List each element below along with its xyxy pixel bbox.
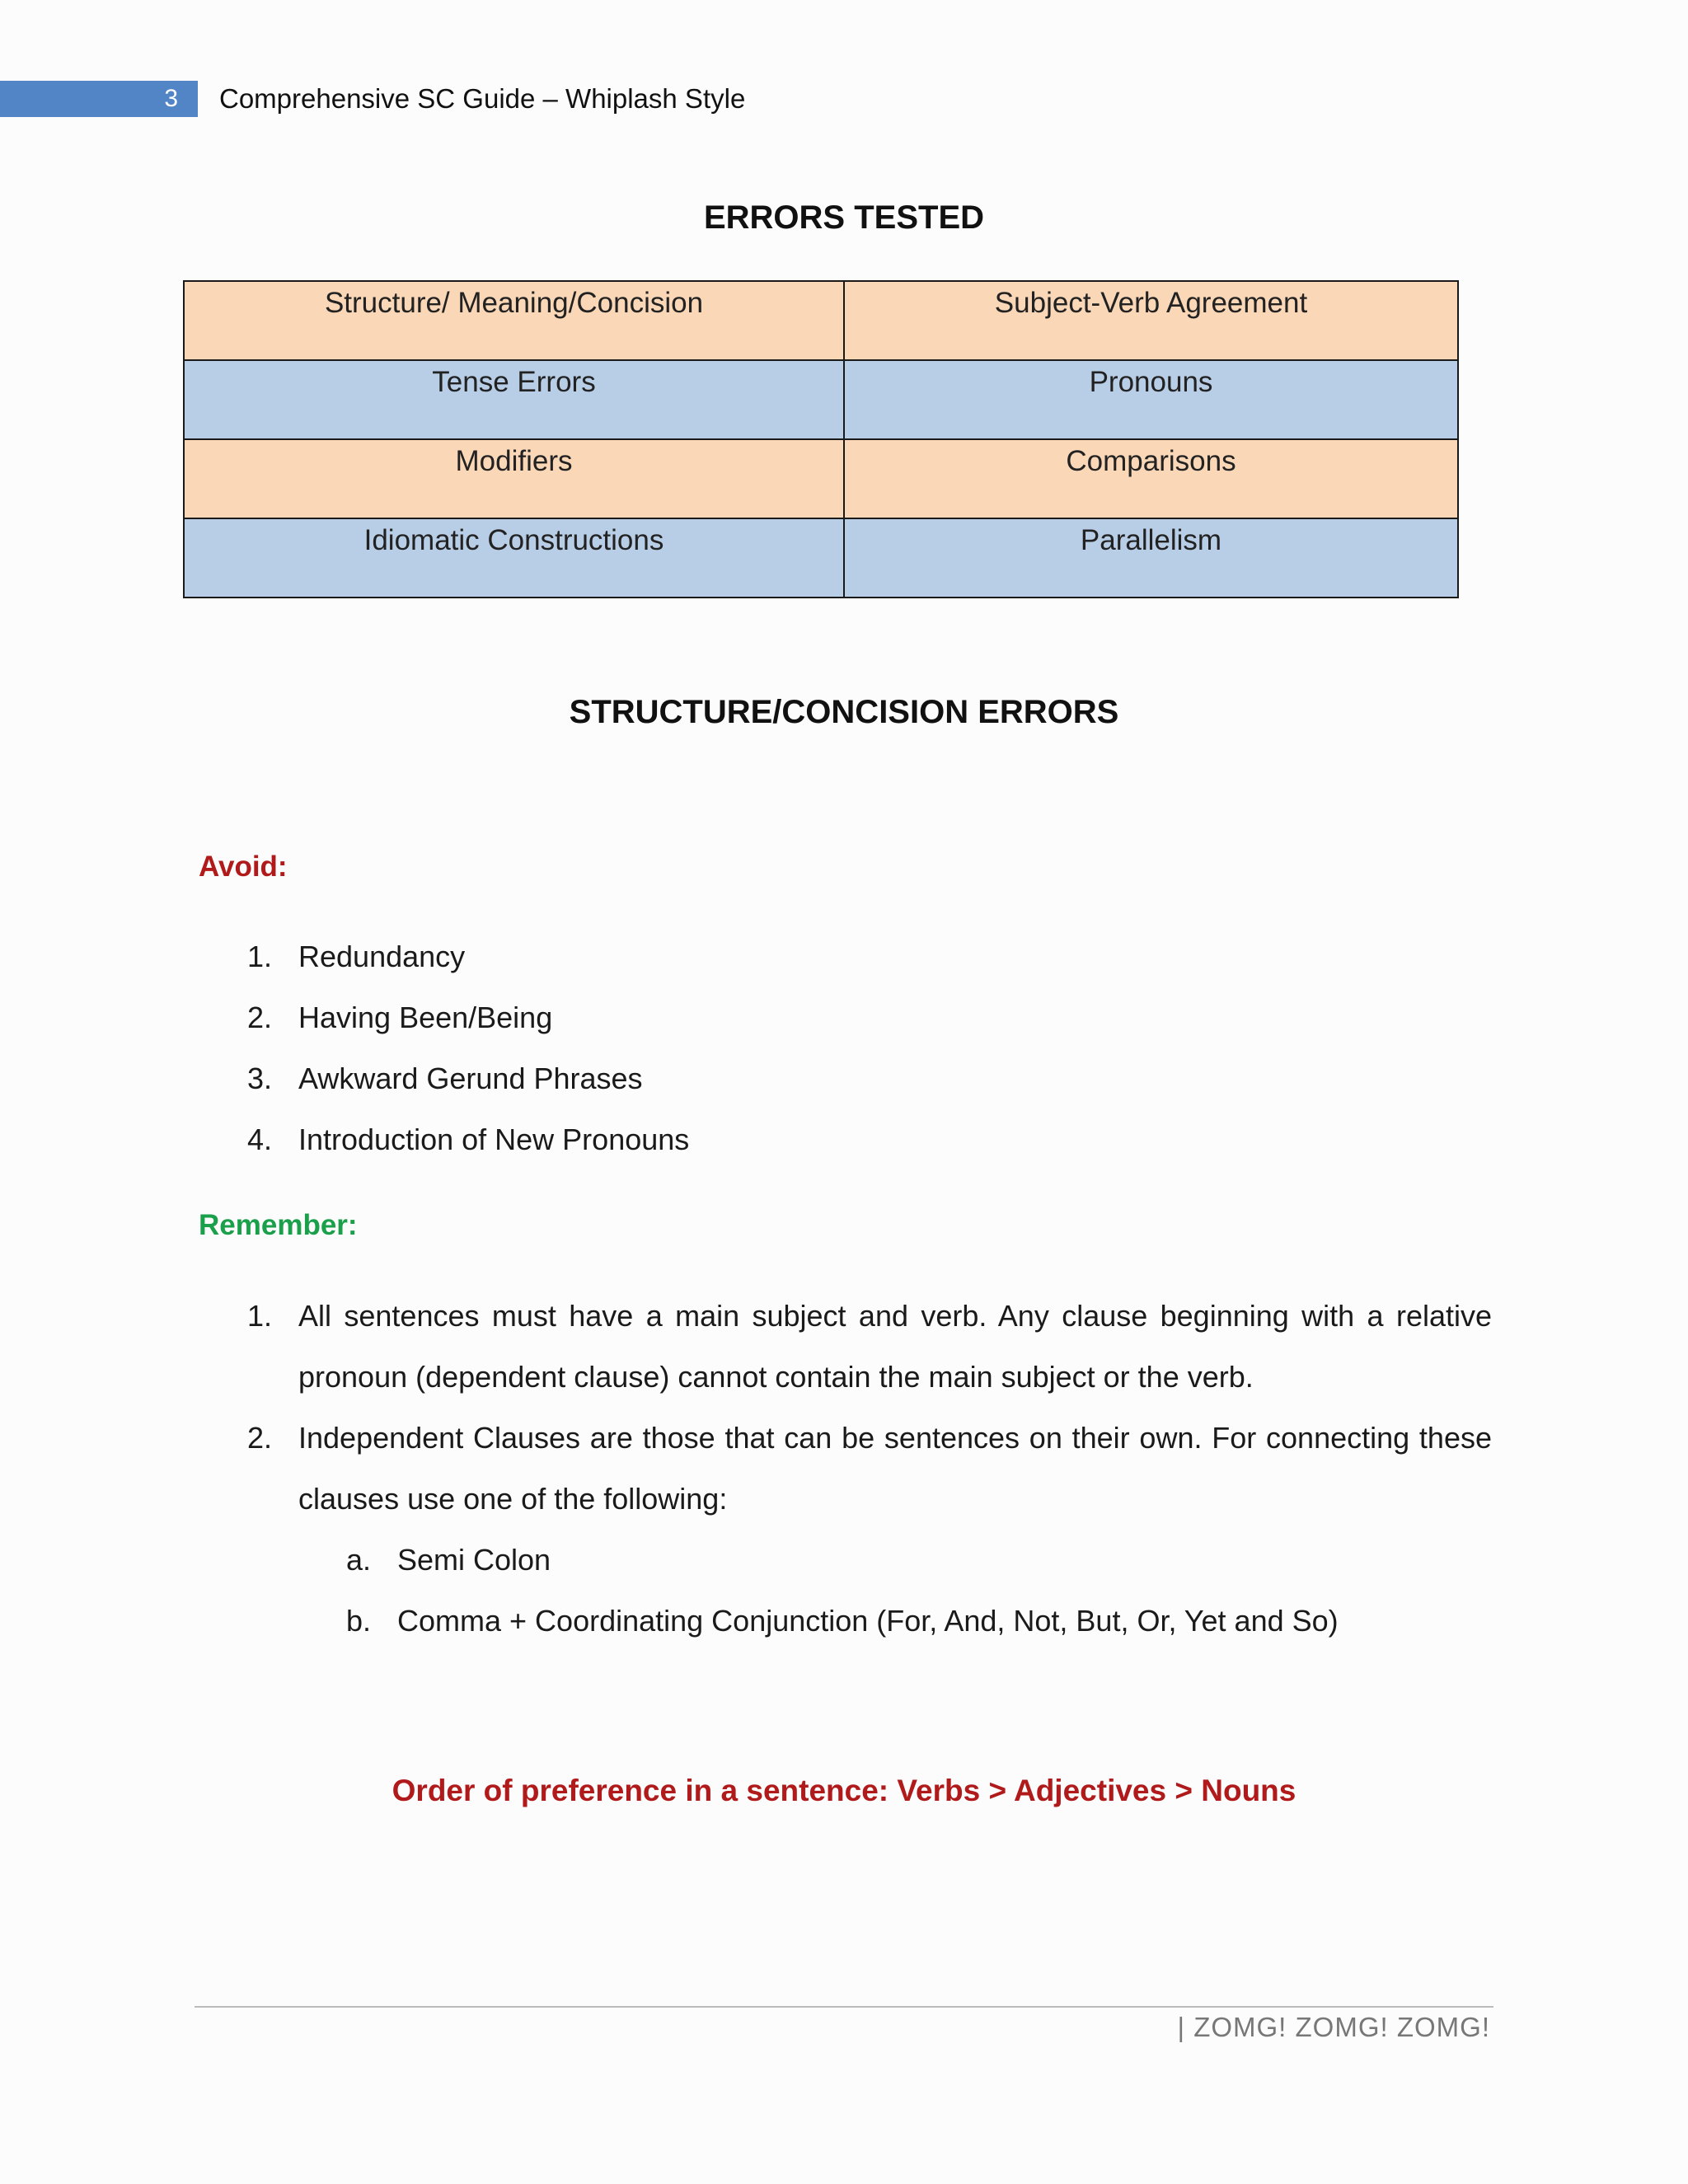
page-number: 3 (0, 81, 198, 117)
table-row (184, 281, 1458, 360)
table-cell: Tense Errors (184, 360, 844, 439)
table-row (184, 518, 1458, 598)
page-header (0, 81, 745, 117)
list-item (346, 1530, 1492, 1591)
table-cell: Pronouns (844, 360, 1458, 439)
list-number: 2. (247, 1001, 273, 1034)
list-text: Introduction of New Pronouns (298, 1122, 690, 1156)
table-row (184, 360, 1458, 439)
list-item (346, 1591, 1492, 1652)
list-number: 3. (247, 1062, 273, 1095)
list-item (247, 987, 689, 1048)
list-item (247, 926, 689, 987)
list-number: 1. (247, 1299, 273, 1333)
list-item (247, 1048, 689, 1109)
list-number: a. (346, 1543, 372, 1577)
remember-label: Remember: (199, 1209, 358, 1241)
table-cell: Comparisons (844, 439, 1458, 518)
footer-text: | ZOMG! ZOMG! ZOMG! (1177, 2012, 1490, 2042)
list-text: All sentences must have a main subject and verb. Any clause beginning with a relative pronoun (dependent clause) cannot contain the main subject or the verb. (298, 1299, 1492, 1394)
table-row (184, 439, 1458, 518)
header-title: Comprehensive SC Guide – Whiplash Style (219, 83, 746, 114)
list-text: Comma + Coordinating Conjunction (For, And, Not, But, Or, Yet and So) (397, 1604, 1339, 1638)
list-text: Awkward Gerund Phrases (298, 1062, 643, 1095)
structure-concision-title: STRUCTURE/CONCISION ERRORS (569, 694, 1119, 730)
connector-sub-list (247, 1530, 1492, 1652)
list-text: Independent Clauses are those that can be sentences on their own. For connecting these clauses use one of the following: (298, 1421, 1492, 1516)
errors-tested-title: ERRORS TESTED (703, 199, 985, 236)
table-cell: Structure/ Meaning/Concision (184, 281, 844, 360)
remember-list (247, 1286, 1492, 1652)
list-item (247, 1408, 1492, 1530)
list-item (247, 1286, 1492, 1408)
list-number: b. (346, 1604, 372, 1638)
footer-divider (195, 2006, 1493, 2008)
table-cell: Subject-Verb Agreement (844, 281, 1458, 360)
list-text: Semi Colon (397, 1543, 551, 1577)
order-of-preference: Order of preference in a sentence: Verbs > Adjectives > Nouns (392, 1774, 1296, 1807)
list-text: Having Been/Being (298, 1001, 553, 1034)
avoid-label: Avoid: (199, 851, 288, 883)
sub-list-container (247, 1530, 1492, 1652)
table-cell: Modifiers (184, 439, 844, 518)
list-number: 4. (247, 1122, 273, 1156)
errors-tested-table (183, 280, 1459, 598)
avoid-list (247, 926, 689, 1170)
table-cell: Idiomatic Constructions (184, 518, 844, 598)
list-text: Redundancy (298, 940, 466, 973)
list-number: 1. (247, 940, 273, 973)
list-item (247, 1109, 689, 1170)
list-number: 2. (247, 1421, 273, 1455)
table-cell: Parallelism (844, 518, 1458, 598)
